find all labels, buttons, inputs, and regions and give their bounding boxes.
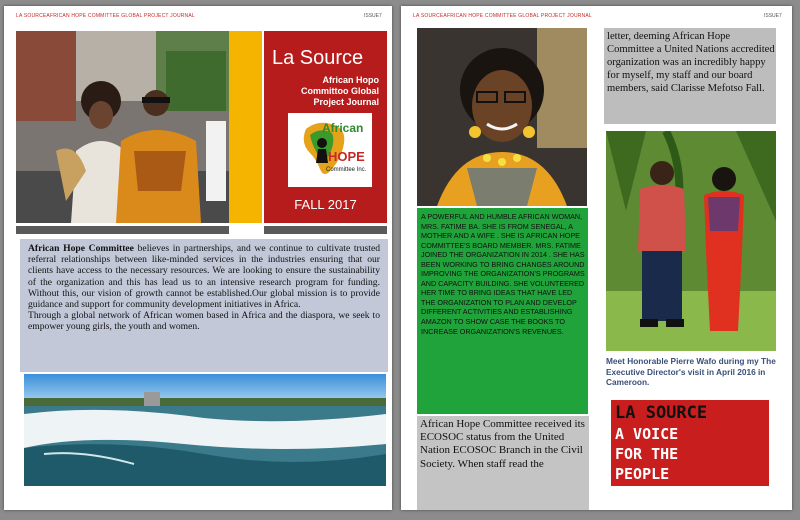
logo-word-committee: Committee Inc. — [326, 167, 367, 173]
page-number-right: ISSUE7 — [764, 13, 782, 19]
masthead-box — [264, 31, 387, 223]
couple-photo-image — [16, 31, 229, 223]
couple-photo — [16, 31, 229, 223]
voice-line-for-the: FOR THE — [615, 445, 679, 463]
voice-line-la-source: LA SOURCE — [615, 403, 708, 423]
waterfall-photo-image — [24, 374, 386, 486]
intro-paragraph — [28, 243, 380, 333]
yellow-accent-bar — [229, 31, 262, 223]
running-header-right: LA SOURCEAFRICAN HOPE COMMITTEE GLOBAL PROJECT JOURNAL — [413, 13, 592, 19]
pierre-wafo-photo-image — [606, 131, 776, 351]
fatime-bio-text: A POWERFUL AND HUMBLE AFRICAN WOMAN, MRS. FATIME BA. SHE IS FROM SENEGAL, A MOTHER AND A WIFE . SHE IS AFRICAN HOPE COMMITTEE'S BOARD MEMBER. MRS. FATIME JOINED THE ORGANIZATION IN 2014 . SHE HAS BEEN WORKING TO BRING CHANGES AROUND IMPROVING THE ORGANIZATION'S PROGRAMS AND CAPACITY BUILDING. SHE VOLUNTEERED HER TIME TO BRING IDEAS THAT HAVE LED THE ORGANIZATION TO PLAN AND DEVELOP DIFFERENT ACTIVITIES AND ESTABLISHING AMAZON TO SHOW CASE THE BOOKS TO INCREASE ORGANIZATION'S REVENUES. — [421, 212, 585, 336]
photo-caption: Meet Honorable Pierre Wafo during my The Executive Director's visit in April 2016 in Cameroon. — [606, 356, 776, 387]
right-page — [401, 6, 792, 510]
quote-text: letter, deeming African Hope Committee a United Nations accredited organization was an incredibly happy for myself, my staff and our board members, said Clarisse Mefotso Fall. — [607, 31, 775, 94]
divider-bar — [16, 226, 229, 234]
ecosoc-text: African Hope Committee received its ECOSOC status from the United Nation ECOSOC Branch in the Civil Society. When staff read the — [420, 418, 585, 470]
african-hope-logo — [288, 113, 372, 187]
fatime-ba-photo-image — [417, 28, 587, 206]
fatime-bio-box — [417, 208, 588, 414]
logo-word-hope: HOPE — [328, 149, 365, 164]
waterfall-photo — [24, 374, 386, 486]
voice-line-a-voice: A VOICE — [615, 425, 679, 443]
left-page — [4, 6, 392, 510]
fatime-ba-photo — [417, 28, 587, 206]
intro-body: believes in partnerships, and we continue to cultivate trusted referral relationships between like-minded services in the industries ensuring that our clients have access to the necessary resources. We are looking to ensure the sustainability of the organization and this has lead us to an intensive research program for funding. Without this, our vision of growth cannot be established.Our global mission is to provide guidance and support for community development initiatives in Africa. — [28, 243, 380, 311]
ecosoc-box — [417, 416, 589, 510]
quote-box — [604, 28, 776, 124]
divider-bar-right — [264, 226, 387, 234]
pierre-wafo-photo — [606, 131, 776, 351]
issue-label: FALL 2017 — [294, 197, 357, 212]
voice-banner — [611, 400, 769, 486]
masthead-title: La Source — [272, 47, 364, 69]
masthead-subtitle: African Hopo Committoo Global Project Journal — [301, 75, 379, 107]
voice-line-people: PEOPLE — [615, 465, 670, 483]
page-number: ISSUE7 — [364, 13, 382, 19]
logo-word-african: African — [322, 121, 364, 135]
intro-body-2: Through a global network of African women based in Africa and the diaspora, we seek to empower young girls, the youth and women. — [28, 310, 380, 333]
intro-lead: African Hope Committee — [28, 243, 134, 254]
running-header: LA SOURCEAFRICAN HOPE COMMITTEE GLOBAL PROJECT JOURNAL — [16, 13, 195, 19]
intro-text-box — [20, 239, 388, 372]
